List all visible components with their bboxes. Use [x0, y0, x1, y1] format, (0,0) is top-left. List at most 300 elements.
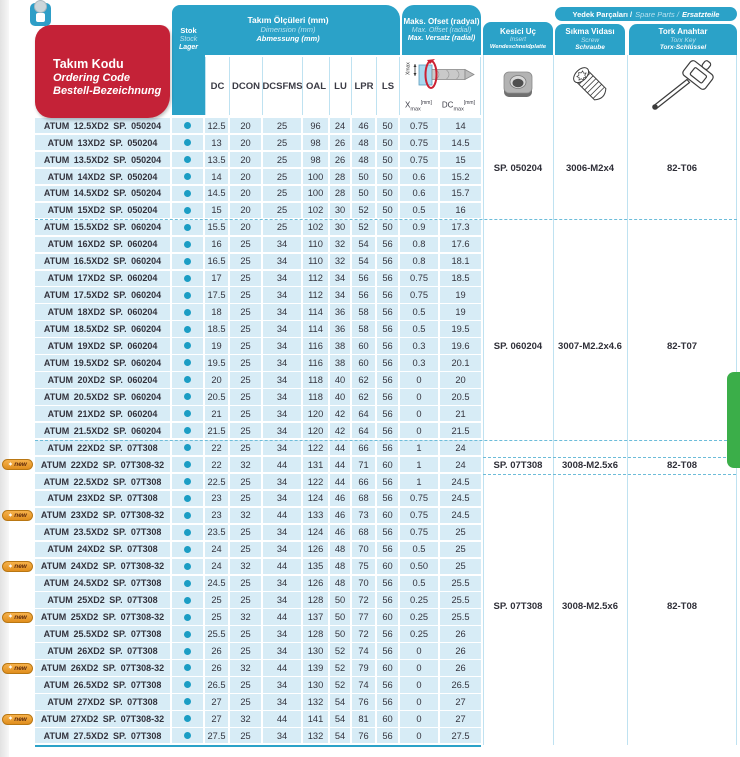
- group-separator: [35, 440, 737, 441]
- oal-value: 112: [303, 287, 328, 302]
- stock-dot: [184, 241, 191, 248]
- table-row: [35, 186, 481, 201]
- dcmax-value: 24.5: [440, 474, 481, 489]
- table-row: [8, 660, 481, 675]
- screw-title-en: Screw: [580, 36, 600, 44]
- dcsfms-value: 25: [263, 118, 301, 133]
- dcon-value: 25: [230, 542, 261, 557]
- lu-value: 54: [330, 711, 350, 726]
- ls-value: 56: [377, 237, 398, 252]
- dcsfms-value: 44: [263, 457, 301, 472]
- dcmax-value: 19: [440, 304, 481, 319]
- dcmax-value: 18.1: [440, 254, 481, 269]
- ls-value: 56: [377, 271, 398, 286]
- star-icon: ✶: [8, 512, 13, 519]
- oal-value: 100: [303, 186, 328, 201]
- lu-value: 48: [330, 559, 350, 574]
- table-row: [35, 372, 481, 387]
- lpr-value: 60: [352, 338, 375, 353]
- insert-icon: [484, 57, 553, 113]
- lpr-value: 73: [352, 508, 375, 523]
- dcsfms-value: 25: [263, 169, 301, 184]
- xmax-value: 0: [400, 660, 438, 675]
- torx-key-icon: [628, 57, 737, 113]
- table-row: [35, 169, 481, 184]
- ls-value: 56: [377, 304, 398, 319]
- oal-value: 128: [303, 626, 328, 641]
- table-row: [35, 576, 481, 591]
- stock-cell: [172, 220, 203, 235]
- new-badge: [2, 714, 33, 725]
- lpr-value: 76: [352, 728, 375, 743]
- spare-bar-de: Ersatzteile: [681, 9, 720, 19]
- spare-parts-header-bar: [555, 7, 737, 21]
- table-row: [8, 609, 481, 624]
- table-row: [35, 152, 481, 167]
- stock-cell: [172, 406, 203, 421]
- dcmax-value: 26: [440, 643, 481, 658]
- dcsfms-value: 34: [263, 440, 301, 455]
- dc-value: 18.5: [205, 321, 228, 336]
- screw-icon: [554, 57, 627, 113]
- dc-value: 16: [205, 237, 228, 252]
- lu-value: 44: [330, 440, 350, 455]
- lpr-value: 68: [352, 491, 375, 506]
- oal-value: 133: [303, 508, 328, 523]
- offset-subheader: [400, 57, 481, 115]
- offset-subcolumn-labels: [400, 100, 480, 112]
- lu-value: 48: [330, 576, 350, 591]
- xmax-column-label: $X_{max}[mm]$: [405, 99, 432, 112]
- xmax-value: 0.6: [400, 186, 438, 201]
- illustration-xmax-label: Xmax: [405, 62, 412, 75]
- dcsfms-value: 34: [263, 542, 301, 557]
- oal-value: 141: [303, 711, 328, 726]
- new-badge-label: new: [14, 715, 27, 723]
- spare-bar-tr: Yedek Parçaları /: [572, 9, 633, 19]
- xmax-value: 0: [400, 406, 438, 421]
- stock-dot: [184, 173, 191, 180]
- dc-value: 27: [205, 694, 228, 709]
- dcsfms-value: 34: [263, 576, 301, 591]
- ls-value: 56: [377, 694, 398, 709]
- stock-cell: [172, 135, 203, 150]
- insert-code: SP. 07T308: [493, 460, 543, 471]
- dc-value: 23: [205, 491, 228, 506]
- xmax-value: 0.5: [400, 321, 438, 336]
- stock-dot: [184, 563, 191, 570]
- dc-value: 22: [205, 457, 228, 472]
- dcon-value: 25: [230, 389, 261, 404]
- lpr-value: 52: [352, 220, 375, 235]
- oal-value: 98: [303, 152, 328, 167]
- table-row: [8, 559, 481, 574]
- group-separator: [483, 474, 736, 475]
- dcmax-value: 20.1: [440, 355, 481, 370]
- stock-cell: [172, 169, 203, 184]
- dc-value: 20.5: [205, 389, 228, 404]
- stock-dot: [184, 309, 191, 316]
- new-badge-label: new: [14, 613, 27, 621]
- ls-value: 56: [377, 474, 398, 489]
- lu-value: 42: [330, 406, 350, 421]
- insert-column-header: [483, 22, 553, 55]
- insert-code: SP. 07T308: [493, 601, 543, 612]
- stock-cell: [172, 508, 203, 523]
- stock-cell: [172, 457, 203, 472]
- dcon-value: 25: [230, 271, 261, 286]
- tool-code: ATUM 25.5XD2 SP. 07T308: [35, 626, 170, 641]
- ls-value: 56: [377, 355, 398, 370]
- stock-dot: [184, 580, 191, 587]
- dcon-value: 25: [230, 677, 261, 692]
- dcsfms-value: 34: [263, 355, 301, 370]
- lpr-value: 71: [352, 457, 375, 472]
- stock-cell: [172, 152, 203, 167]
- torx-key-code: 82-T08: [666, 601, 698, 612]
- stock-dot: [184, 478, 191, 485]
- lpr-value: 75: [352, 559, 375, 574]
- oal-value: 120: [303, 423, 328, 438]
- tool-code: ATUM 16.5XD2 SP. 060204: [35, 254, 170, 269]
- dc-value: 20: [205, 372, 228, 387]
- stock-dot: [184, 292, 191, 299]
- tool-code: ATUM 23.5XD2 SP. 07T308: [35, 525, 170, 540]
- stock-cell: [172, 237, 203, 252]
- dc-value: 14: [205, 169, 228, 184]
- table-row: [35, 525, 481, 540]
- stock-cell: [172, 474, 203, 489]
- tool-code: ATUM 25XD2 SP. 07T308-32: [35, 609, 170, 624]
- dcmax-value: 14: [440, 118, 481, 133]
- stock-dot: [184, 427, 191, 434]
- lpr-value: 70: [352, 542, 375, 557]
- lpr-value: 50: [352, 169, 375, 184]
- stock-cell: [172, 491, 203, 506]
- stock-cell: [172, 118, 203, 133]
- stock-dot: [184, 190, 191, 197]
- dcsfms-value: 34: [263, 304, 301, 319]
- table-row: [35, 220, 481, 235]
- offset-title-de: Max. Versatz (radial): [407, 34, 476, 42]
- table-row: [35, 287, 481, 302]
- stock-cell: [172, 559, 203, 574]
- stock-dot: [184, 715, 191, 722]
- tool-code: ATUM 24XD2 SP. 07T308-32: [35, 559, 170, 574]
- dcmax-value: 25.5: [440, 576, 481, 591]
- xmax-value: 0.75: [400, 152, 438, 167]
- lpr-value: 72: [352, 626, 375, 641]
- lpr-value: 76: [352, 694, 375, 709]
- insert-code: SP. 060204: [493, 341, 543, 352]
- dc-value: 25: [205, 592, 228, 607]
- dcsfms-value: 25: [263, 203, 301, 218]
- stock-dot: [184, 258, 191, 265]
- oal-value: 118: [303, 389, 328, 404]
- torx-key-code: 82-T06: [666, 163, 698, 174]
- table-row: [35, 355, 481, 370]
- dcmax-value: 15: [440, 152, 481, 167]
- dcmax-value: 17.6: [440, 237, 481, 252]
- stock-cell: [172, 525, 203, 540]
- bookmark-icon-circle: [34, 0, 47, 13]
- dcmax-value: 26: [440, 626, 481, 641]
- dcmax-value: 24: [440, 457, 481, 472]
- tool-code: ATUM 23XD2 SP. 07T308: [35, 491, 170, 506]
- dcsfms-value: 34: [263, 423, 301, 438]
- tool-code: ATUM 19.5XD2 SP. 060204: [35, 355, 170, 370]
- stock-dot: [184, 326, 191, 333]
- table-row: [35, 118, 481, 133]
- dcmax-value: 24.5: [440, 508, 481, 523]
- dcmax-value: 15.7: [440, 186, 481, 201]
- insert-title-en: Insert: [509, 36, 527, 44]
- table-row: [35, 237, 481, 252]
- stock-dot: [184, 512, 191, 519]
- oal-value: 130: [303, 643, 328, 658]
- oal-value: 102: [303, 203, 328, 218]
- oal-value: 100: [303, 169, 328, 184]
- bookmark-icon-slot: [36, 13, 45, 22]
- dcsfms-value: 34: [263, 677, 301, 692]
- lu-value: 38: [330, 338, 350, 353]
- dcon-value: 32: [230, 609, 261, 624]
- lu-value: 30: [330, 203, 350, 218]
- table-row: [35, 491, 481, 506]
- dcon-value: 25: [230, 525, 261, 540]
- oal-value: 137: [303, 609, 328, 624]
- new-badge-label: new: [14, 512, 27, 520]
- tool-code: ATUM 26.5XD2 SP. 07T308: [35, 677, 170, 692]
- tool-code: ATUM 14XD2 SP. 050204: [35, 169, 170, 184]
- tool-code: ATUM 20.5XD2 SP. 060204: [35, 389, 170, 404]
- dc-value: 17.5: [205, 287, 228, 302]
- table-row: [35, 474, 481, 489]
- dcon-value: 32: [230, 711, 261, 726]
- column-header-dcsfms: DCSFMS: [263, 57, 303, 115]
- table-row: [35, 643, 481, 658]
- dimensions-header: [176, 5, 400, 55]
- tool-code: ATUM 25XD2 SP. 07T308: [35, 592, 170, 607]
- new-badge: [2, 561, 33, 572]
- torx-key-code: 82-T07: [666, 341, 698, 352]
- ordering-code-header: [35, 25, 170, 118]
- dcon-value: 20: [230, 203, 261, 218]
- dcmax-value: 20: [440, 372, 481, 387]
- xmax-value: 0: [400, 728, 438, 743]
- star-icon: ✶: [8, 563, 13, 570]
- oal-value: 139: [303, 660, 328, 675]
- dcsfms-value: 34: [263, 626, 301, 641]
- xmax-value: 0.3: [400, 338, 438, 353]
- dcon-value: 25: [230, 423, 261, 438]
- tool-code: ATUM 27XD2 SP. 07T308: [35, 694, 170, 709]
- ls-value: 50: [377, 118, 398, 133]
- oal-value: 130: [303, 677, 328, 692]
- new-badge-label: new: [14, 563, 27, 571]
- lpr-value: 56: [352, 271, 375, 286]
- dc-value: 24: [205, 559, 228, 574]
- lpr-value: 70: [352, 576, 375, 591]
- dcon-value: 25: [230, 287, 261, 302]
- lpr-value: 68: [352, 525, 375, 540]
- dcmax-value: 24.5: [440, 491, 481, 506]
- oal-value: 131: [303, 457, 328, 472]
- lpr-value: 52: [352, 203, 375, 218]
- dcsfms-value: 34: [263, 389, 301, 404]
- new-badge: [2, 612, 33, 623]
- oal-value: 122: [303, 474, 328, 489]
- lpr-value: 81: [352, 711, 375, 726]
- table-row: [35, 626, 481, 641]
- dcmax-value: 26.5: [440, 677, 481, 692]
- torx-title-de: Torx-Schlüssel: [659, 44, 707, 52]
- dc-value: 24: [205, 542, 228, 557]
- oal-value: 132: [303, 694, 328, 709]
- stock-dot: [184, 342, 191, 349]
- dc-value: 26.5: [205, 677, 228, 692]
- ls-value: 50: [377, 186, 398, 201]
- dcon-value: 25: [230, 491, 261, 506]
- dcon-value: 20: [230, 152, 261, 167]
- stock-dot: [184, 614, 191, 621]
- screw-title-tr: Sıkma Vidası: [565, 27, 615, 37]
- dcon-value: 25: [230, 626, 261, 641]
- stock-dot: [184, 410, 191, 417]
- ordering-code-en: Ordering Code: [53, 72, 131, 84]
- ls-value: 50: [377, 203, 398, 218]
- ls-value: 56: [377, 254, 398, 269]
- xmax-value: 0.75: [400, 525, 438, 540]
- dc-value: 22: [205, 440, 228, 455]
- ls-value: 60: [377, 711, 398, 726]
- table-row: [8, 711, 481, 726]
- tool-code: ATUM 22XD2 SP. 07T308: [35, 440, 170, 455]
- lu-value: 32: [330, 237, 350, 252]
- dc-value: 21.5: [205, 423, 228, 438]
- insert-title-tr: Kesici Uç: [499, 26, 537, 36]
- new-badge: [2, 459, 33, 470]
- lu-value: 50: [330, 592, 350, 607]
- dcon-value: 32: [230, 508, 261, 523]
- xmax-value: 0.75: [400, 135, 438, 150]
- xmax-value: 0.3: [400, 355, 438, 370]
- new-badge-label: new: [14, 461, 27, 469]
- stock-cell: [172, 609, 203, 624]
- oal-value: 116: [303, 355, 328, 370]
- stock-dot: [184, 597, 191, 604]
- stock-dot: [184, 648, 191, 655]
- lpr-value: 56: [352, 287, 375, 302]
- lpr-value: 54: [352, 237, 375, 252]
- tool-code: ATUM 26XD2 SP. 07T308-32: [35, 660, 170, 675]
- dc-value: 25.5: [205, 626, 228, 641]
- offset-title-en: Max. Offset (radial): [411, 26, 472, 34]
- dcmax-value: 21: [440, 406, 481, 421]
- ls-value: 56: [377, 491, 398, 506]
- ls-value: 56: [377, 321, 398, 336]
- screw-title-de: Schraube: [575, 44, 605, 52]
- stock-dot: [184, 444, 191, 451]
- page-tab-green: [727, 372, 740, 468]
- stock-cell: [172, 389, 203, 404]
- dc-value: 19.5: [205, 355, 228, 370]
- stock-cell: [172, 440, 203, 455]
- stock-dot: [184, 275, 191, 282]
- table-row: [35, 728, 481, 743]
- xmax-value: 0.75: [400, 271, 438, 286]
- tool-code: ATUM 15.5XD2 SP. 060204: [35, 220, 170, 235]
- ls-value: 56: [377, 440, 398, 455]
- table-bottom-border: [35, 745, 481, 747]
- lpr-value: 60: [352, 355, 375, 370]
- lu-value: 54: [330, 728, 350, 743]
- lu-value: 52: [330, 643, 350, 658]
- table-row: [35, 542, 481, 557]
- dcmax-value: 25.5: [440, 609, 481, 624]
- stock-cell: [172, 626, 203, 641]
- dc-value: 15: [205, 203, 228, 218]
- dcon-value: 25: [230, 237, 261, 252]
- dcsfms-value: 34: [263, 271, 301, 286]
- dimensions-title-tr: Takım Ölçüleri (mm): [247, 15, 329, 26]
- lpr-value: 74: [352, 643, 375, 658]
- oal-value: 112: [303, 271, 328, 286]
- lpr-value: 66: [352, 440, 375, 455]
- dcsfms-value: 34: [263, 728, 301, 743]
- table-row: [35, 271, 481, 286]
- table-row: [35, 694, 481, 709]
- lu-value: 40: [330, 389, 350, 404]
- dc-value: 17: [205, 271, 228, 286]
- xmax-value: 0.25: [400, 626, 438, 641]
- dc-value: 26: [205, 660, 228, 675]
- stock-cell: [172, 728, 203, 743]
- dcmax-value: 20.5: [440, 389, 481, 404]
- stock-dot: [184, 495, 191, 502]
- xmax-value: 0.75: [400, 508, 438, 523]
- xmax-value: 0: [400, 711, 438, 726]
- dcmax-value: 25: [440, 542, 481, 557]
- dcon-value: 25: [230, 592, 261, 607]
- dcmax-value: 21.5: [440, 423, 481, 438]
- table-row: [35, 440, 481, 455]
- dc-value: 23.5: [205, 525, 228, 540]
- ordering-code-tr: Takım Kodu: [53, 57, 124, 71]
- drill-offset-illustration: [402, 59, 478, 98]
- dcsfms-value: 34: [263, 237, 301, 252]
- lpr-value: 48: [352, 135, 375, 150]
- dcon-value: 32: [230, 457, 261, 472]
- oal-value: 110: [303, 237, 328, 252]
- dcon-value: 25: [230, 728, 261, 743]
- tool-code: ATUM 20XD2 SP. 060204: [35, 372, 170, 387]
- lu-value: 46: [330, 508, 350, 523]
- stock-dot: [184, 546, 191, 553]
- stock-cell: [172, 254, 203, 269]
- xmax-value: 0: [400, 372, 438, 387]
- ls-value: 56: [377, 287, 398, 302]
- dcon-value: 25: [230, 304, 261, 319]
- dcmax-value: 24: [440, 440, 481, 455]
- tool-code: ATUM 13XD2 SP. 050204: [35, 135, 170, 150]
- dcsfms-value: 25: [263, 152, 301, 167]
- column-header-dc: DC: [205, 57, 230, 115]
- stock-cell: [172, 355, 203, 370]
- dcmax-value: 15.2: [440, 169, 481, 184]
- xmax-value: 1: [400, 474, 438, 489]
- xmax-value: 0.8: [400, 237, 438, 252]
